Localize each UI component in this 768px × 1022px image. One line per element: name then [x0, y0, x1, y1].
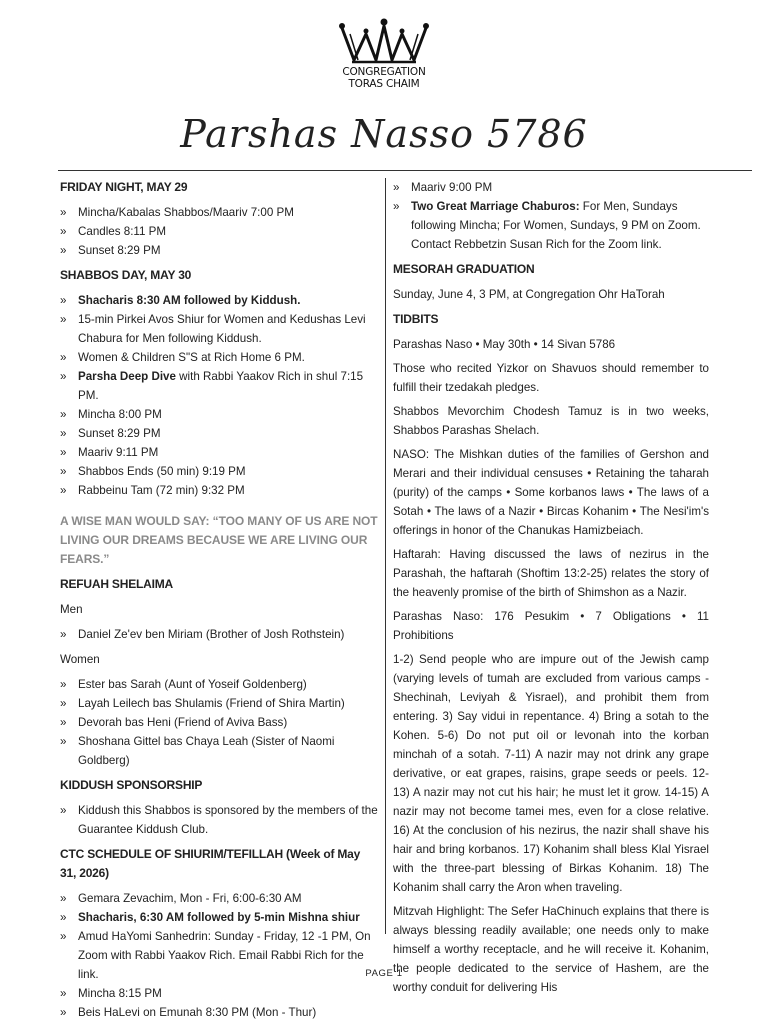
list-item: » Beis HaLevi on Emunah 8:30 PM (Mon - Thur) [60, 1003, 378, 1022]
list-item: » Sunset 8:29 PM [60, 241, 378, 260]
list-item: » Devorah bas Heni (Friend of Aviva Bass) [60, 713, 378, 732]
congregation-logo [324, 16, 444, 106]
tidbits-paragraph: Mitzvah Highlight: The Sefer HaChinuch explains that there is always blessing readily available; one needs only to make himself a worthy receptacle, and he will receive it. Kohanim, the people dedicated to the service of Hashem, are the worthy conduit for delivering His [393, 905, 709, 994]
list-item: » Maariv 9:00 PM [393, 178, 709, 197]
page-title: Parshas Nasso 5786 [180, 112, 588, 156]
mesorah-heading: MESORAH GRADUATION [393, 262, 535, 276]
list-item: » Gemara Zevachim, Mon - Fri, 6:00-6:30 AM [60, 889, 378, 908]
list-item-text: with Rabbi Yaakov Rich in shul 7:15 PM. [78, 370, 364, 402]
friday-list [60, 203, 378, 260]
left-column [60, 178, 378, 1022]
list-item: » Maariv 9:11 PM [60, 443, 378, 462]
list-item: » Ester bas Sarah (Aunt of Yoseif Goldenberg) [60, 675, 378, 694]
list-item: » Shoshana Gittel bas Chaya Leah (Sister of Naomi Goldberg) [60, 732, 378, 770]
list-item [60, 367, 378, 405]
kiddush-list [60, 801, 378, 839]
list-item: » Candles 8:11 PM [60, 222, 378, 241]
list-item [393, 197, 709, 254]
shabbos-heading: SHABBOS DAY, MAY 30 [60, 268, 192, 282]
men-list [60, 625, 378, 644]
mesorah-text: Sunday, June 4, 3 PM, at Congregation Ohr HaTorah [393, 288, 665, 301]
list-item-bold: Shacharis 8:30 AM followed by Kiddush. [78, 294, 301, 307]
list-item [60, 291, 378, 310]
org-name-line2: TORAS CHAIM [348, 78, 420, 90]
tidbits-paragraph: NASO: The Mishkan duties of the families of Gershon and Merari and their individual censuses • Retaining the taharah (purity) of the camps • Some korbanos laws • The laws of a Sotah • The laws of a Nazir • Bircas Kohanim • The Nesi'im's offerings in honor of the Chanukas Hamizbeiach. [393, 448, 709, 537]
list-item: » Mincha 8:00 PM [60, 405, 378, 424]
list-item: » Rabbeinu Tam (72 min) 9:32 PM [60, 481, 378, 500]
org-name-line1: CONGREGATION [342, 66, 426, 78]
tidbits-paragraph: Shabbos Mevorchim Chodesh Tamuz is in two weeks, Shabbos Parashas Shelach. [393, 405, 709, 437]
list-item-text: For Men, Sundays following Mincha; For Women, Sundays, 9 PM on Zoom. Contact Rebbetzin Susan Rich for the Zoom link. [411, 200, 701, 251]
list-item: » Shabbos Ends (50 min) 9:19 PM [60, 462, 378, 481]
shabbos-list [60, 291, 378, 500]
list-item [60, 908, 378, 927]
list-item: » Layah Leilech bas Shulamis (Friend of Shira Martin) [60, 694, 378, 713]
crown-icon [336, 16, 432, 66]
women-list [60, 675, 378, 770]
header-rule [58, 170, 752, 171]
list-item: » Mincha 8:15 PM [60, 984, 378, 1003]
tidbits-heading: TIDBITS [393, 312, 439, 326]
schedule-list-continued [393, 178, 709, 254]
list-item: » Women & Children S"S at Rich Home 6 PM. [60, 348, 378, 367]
refuah-heading: REFUAH SHELAIMA [60, 577, 173, 591]
list-item: » Kiddush this Shabbos is sponsored by the members of the Guarantee Kiddush Club. [60, 801, 378, 839]
schedule-list [60, 889, 378, 1022]
list-item: » Amud HaYomi Sanhedrin: Sunday - Friday, 12 -1 PM, On Zoom with Rabbi Yaakov Rich. Email Rabbi Rich for the link. [60, 927, 378, 984]
men-label: Men [60, 603, 83, 616]
schedule-heading: CTC SCHEDULE OF SHIURIM/TEFILLAH (Week of May 31, 2026) [60, 847, 361, 880]
list-item-bold: Parsha Deep Dive [78, 370, 176, 383]
tidbits-paragraph: Those who recited Yizkor on Shavuos should remember to fulfill their tzedakah pledges. [393, 362, 709, 394]
women-label: Women [60, 653, 100, 666]
tidbits-paragraph: Parashas Naso • May 30th • 14 Sivan 5786 [393, 338, 616, 351]
list-item-bold: Two Great Marriage Chaburos: [411, 200, 580, 213]
tidbits-paragraph: 1-2) Send people who are impure out of the Jewish camp (varying levels of tumah are excluded from various camps - Shechinah, Leviyah & Yisrael), and prohibit them from entering. 3) Say vidui in repentance. 4) Bring a sotah to the Kohen. 5-6) Do not put oil or levonah into the korban minchah of a sotah. 7-11) A nazir may not drink any grape derivative, or eat grapes, raisins, grape seeds or peels. 12-13) A nazir may not cut his hair; he must let it grow. 14-15) A nazir may not become tamei mes, even for a close relative. 16) At the conclusion of his nezirus, the nazir shall shave his hair and bring korbanos. 17) Kohanim shall bless Klal Yisrael with the three-part blessing of Birkas Kohanim. 18) The Kohanim shall carry the Aron when traveling. [393, 653, 709, 894]
tidbits-paragraph: Haftarah: Having discussed the laws of nezirus in the Parashah, the haftarah (Shoftim 13:2-25) relates the story of the heavenly promise of the birth of Shimshon as a Nazir. [393, 548, 709, 599]
tidbits-paragraph: Parashas Naso: 176 Pesukim • 7 Obligations • 11 Prohibitions [393, 610, 709, 642]
wise-man-quote: A WISE MAN WOULD SAY: “TOO MANY OF US ARE NOT LIVING OUR DREAMS BECAUSE WE ARE LIVING OUR FEARS.” [60, 514, 378, 566]
list-item: » Daniel Ze'ev ben Miriam (Brother of Josh Rothstein) [60, 625, 378, 644]
list-item: » Mincha/Kabalas Shabbos/Maariv 7:00 PM [60, 203, 378, 222]
right-column [393, 178, 709, 997]
friday-heading: FRIDAY NIGHT, MAY 29 [60, 180, 188, 194]
list-item: » Sunset 8:29 PM [60, 424, 378, 443]
kiddush-heading: KIDDUSH SPONSORSHIP [60, 778, 203, 792]
page-number: PAGE 1 [365, 968, 403, 979]
column-divider [385, 178, 386, 934]
list-item-bold: Shacharis, 6:30 AM followed by 5-min Mishna shiur [78, 911, 360, 924]
list-item: » 15-min Pirkei Avos Shiur for Women and Kedushas Levi Chabura for Men following Kiddush. [60, 310, 378, 348]
